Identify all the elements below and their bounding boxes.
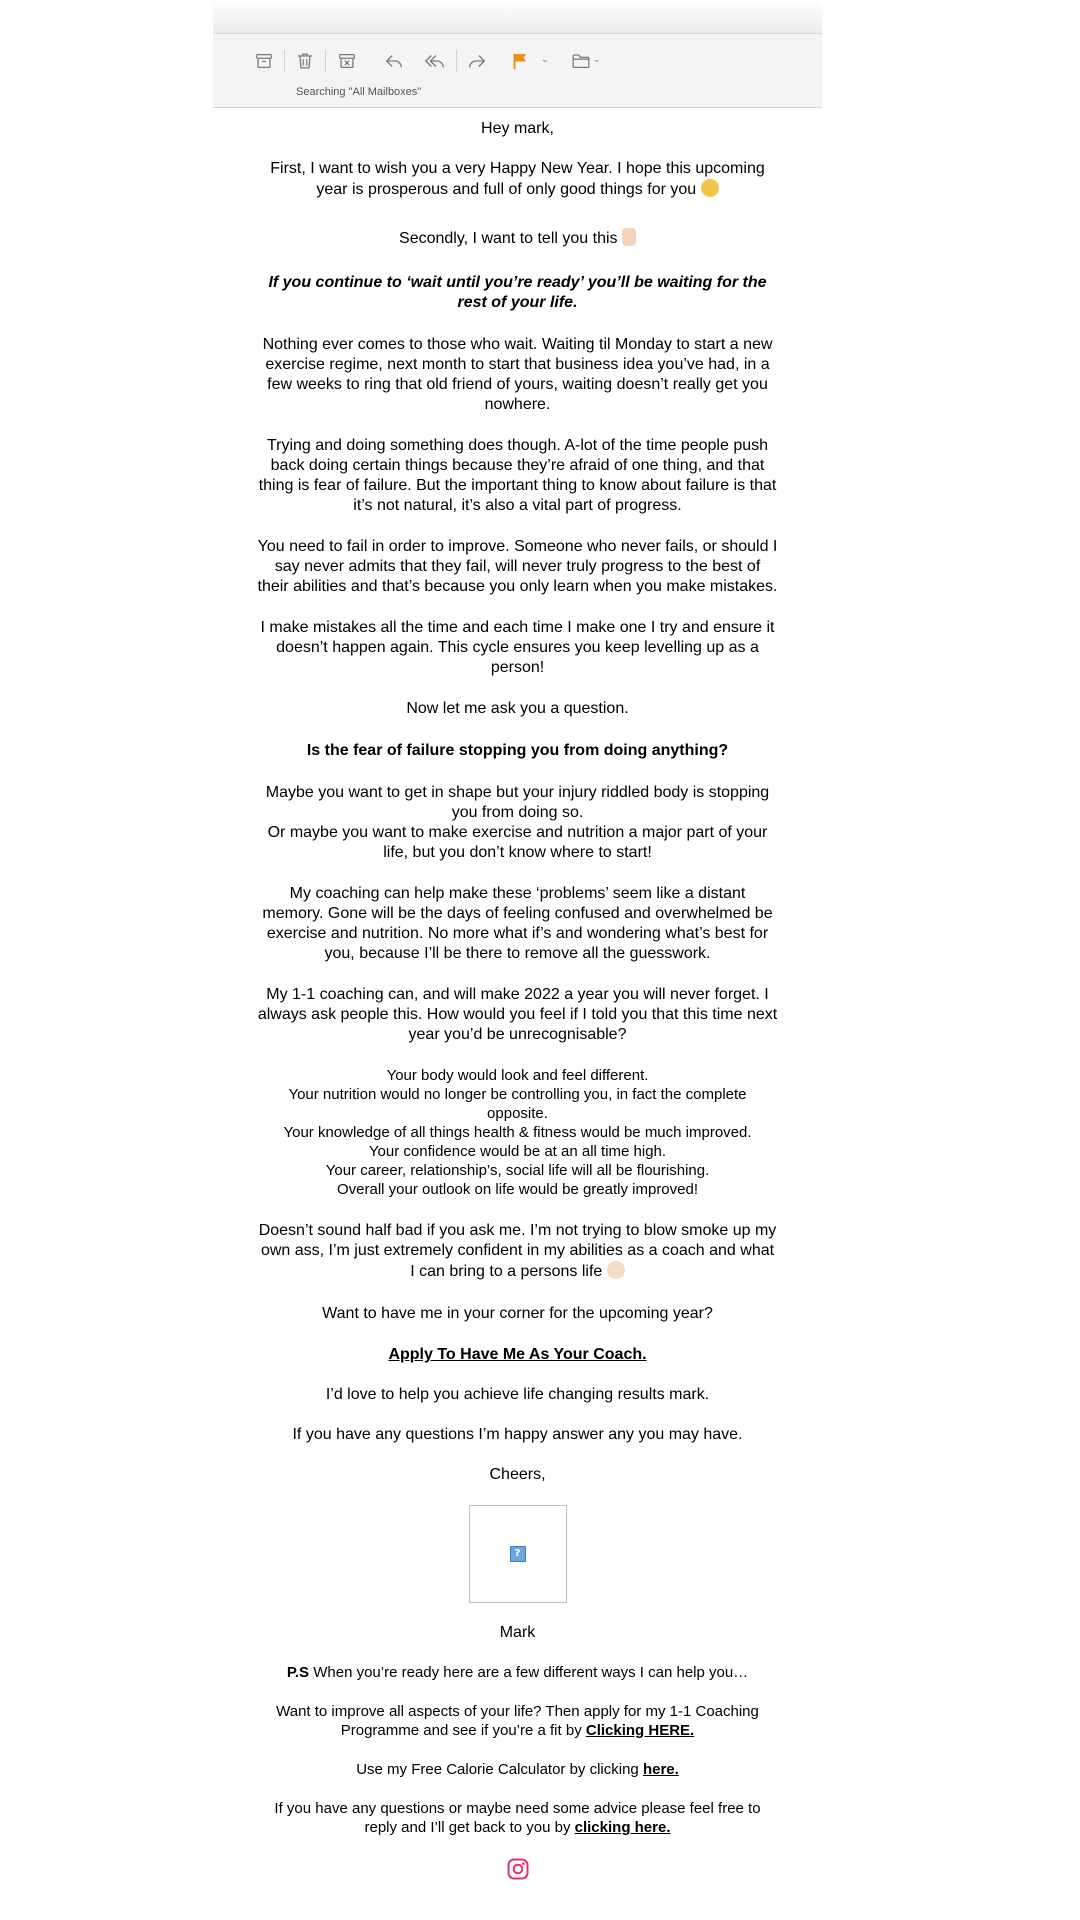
- social-row: [213, 1857, 822, 1883]
- ps-paragraph: Want to improve all aspects of your life? Then apply for my 1-1 Coaching Programme and see if you’re a fit by Clicking HERE.: [276, 1703, 759, 1739]
- toolbar-separator: [284, 50, 285, 72]
- apply-coach-link[interactable]: Apply To Have Me As Your Coach.: [388, 1346, 647, 1363]
- apply-link-row: [258, 1345, 778, 1365]
- junk-icon[interactable]: [334, 48, 360, 74]
- paragraph: If you have any questions I’m happy answer any you may have.: [292, 1426, 743, 1443]
- paragraph: Secondly, I want to tell you this: [258, 228, 778, 249]
- chevron-down-icon[interactable]: ⌄: [541, 55, 549, 65]
- list-item: Your career, relationship’s, social life will all be flourishing.: [325, 1162, 710, 1179]
- paragraph: Want to have me in your corner for the upcoming year?: [322, 1305, 713, 1322]
- ok-hand-emoji-icon: [607, 1261, 625, 1279]
- mail-window: [213, 0, 822, 1920]
- contact-link[interactable]: clicking here.: [574, 1819, 671, 1836]
- grimacing-face-emoji-icon: [701, 179, 719, 197]
- paragraph: Doesn’t sound half bad if you ask me. I’m not trying to blow smoke up my own ass, I’m just extremely confident in my abilities as a coach and what I can bring to a persons life: [258, 1222, 777, 1280]
- reply-icon[interactable]: [381, 48, 407, 74]
- paragraph: You need to fail in order to improve. Someone who never fails, or should I say never admits that they fail, will never truly progress to the best of their abilities and that’s because you only learn when you make mistakes.: [257, 538, 778, 595]
- signature-name: Mark: [499, 1624, 536, 1641]
- calorie-calculator-link[interactable]: here.: [642, 1761, 679, 1778]
- paragraph: Nothing ever comes to those who wait. Waiting til Monday to start a new exercise regime, next month to start that business idea you’ve had, in a few weeks to ring that old friend of yours, waiting doesn’t really get you nowhere.: [262, 336, 773, 413]
- paragraph: Now let me ask you a question.: [406, 700, 629, 717]
- paragraph: My 1-1 coaching can, and will make 2022 a year you will never forget. I always ask people this. How would you feel if I told you that this time next year you’d be unrecognisable?: [257, 986, 778, 1043]
- list-item: Your body would look and feel different.: [386, 1067, 649, 1084]
- benefits-list: [258, 1066, 778, 1199]
- reply-all-icon[interactable]: [422, 48, 448, 74]
- pointing-down-emoji-icon: [622, 228, 636, 246]
- folder-icon[interactable]: [568, 48, 594, 74]
- list-item: Your confidence would be at an all time high.: [368, 1143, 667, 1160]
- list-item: Your nutrition would no longer be controlling you, in fact the complete opposite.: [288, 1086, 747, 1122]
- instagram-icon[interactable]: [506, 1857, 530, 1881]
- paragraph: Maybe you want to get in shape but your injury riddled body is stopping you from doing so. Or maybe you want to make exercise and nutrition a major part of your life, but you don’t know where to start!: [265, 784, 770, 861]
- broken-image: [469, 1505, 567, 1603]
- ps-paragraph: P.S When you’re ready here are a few different ways I can help you…: [286, 1664, 749, 1681]
- search-scope-label: Searching "All Mailboxes": [296, 86, 422, 98]
- archive-icon[interactable]: [251, 48, 277, 74]
- paragraph: My coaching can help make these ‘problems’ seem like a distant memory. Gone will be the days of feeling confused and overwhelmed be exercise and nutrition. No more what if’s and wondering what’s best for you, because I’ll be there to remove all the guesswork.: [262, 885, 773, 962]
- list-item: Overall your outlook on life would be greatly improved!: [336, 1181, 699, 1198]
- bold-question: Is the fear of failure stopping you from doing anything?: [306, 742, 729, 759]
- signoff: Cheers,: [489, 1466, 546, 1483]
- chevron-down-icon[interactable]: ⌄: [593, 55, 601, 65]
- title-bar: [213, 0, 822, 34]
- paragraph: Trying and doing something does though. A-lot of the time people push back doing certain things because they’re afraid of one thing, and that thing is fear of failure. But the important thing to know about failure is that it’s not natural, it’s also a vital part of progress.: [258, 437, 777, 514]
- flag-icon[interactable]: [507, 48, 533, 74]
- coaching-link[interactable]: Clicking HERE.: [585, 1722, 695, 1739]
- list-item: Your knowledge of all things health & fitness would be much improved.: [283, 1124, 752, 1141]
- ps-paragraph: If you have any questions or maybe need some advice please feel free to reply and I’ll get back to you by clicking here.: [274, 1800, 761, 1836]
- paragraph: I make mistakes all the time and each time I make one I try and ensure it doesn’t happen again. This cycle ensures you keep levelling up as a person!: [260, 619, 775, 676]
- paragraph: First, I want to wish you a very Happy New Year. I hope this upcoming year is prosperous and full of only good things for you: [270, 160, 765, 198]
- toolbar-separator: [325, 50, 326, 72]
- bold-italic-quote: If you continue to ‘wait until you’re ready’ you’ll be waiting for the rest of your life.: [268, 274, 767, 311]
- toolbar-separator: [456, 50, 457, 72]
- trash-icon[interactable]: [292, 48, 318, 74]
- forward-icon[interactable]: [464, 48, 490, 74]
- ps-label: P.S: [286, 1664, 310, 1681]
- missing-image-icon: ?: [510, 1546, 526, 1562]
- mail-toolbar: [213, 34, 822, 108]
- email-body: [213, 108, 822, 1883]
- paragraph: I’d love to help you achieve life changing results mark.: [325, 1386, 710, 1403]
- greeting: Hey mark,: [481, 120, 554, 137]
- ps-paragraph: Use my Free Calorie Calculator by clicking here.: [356, 1761, 679, 1778]
